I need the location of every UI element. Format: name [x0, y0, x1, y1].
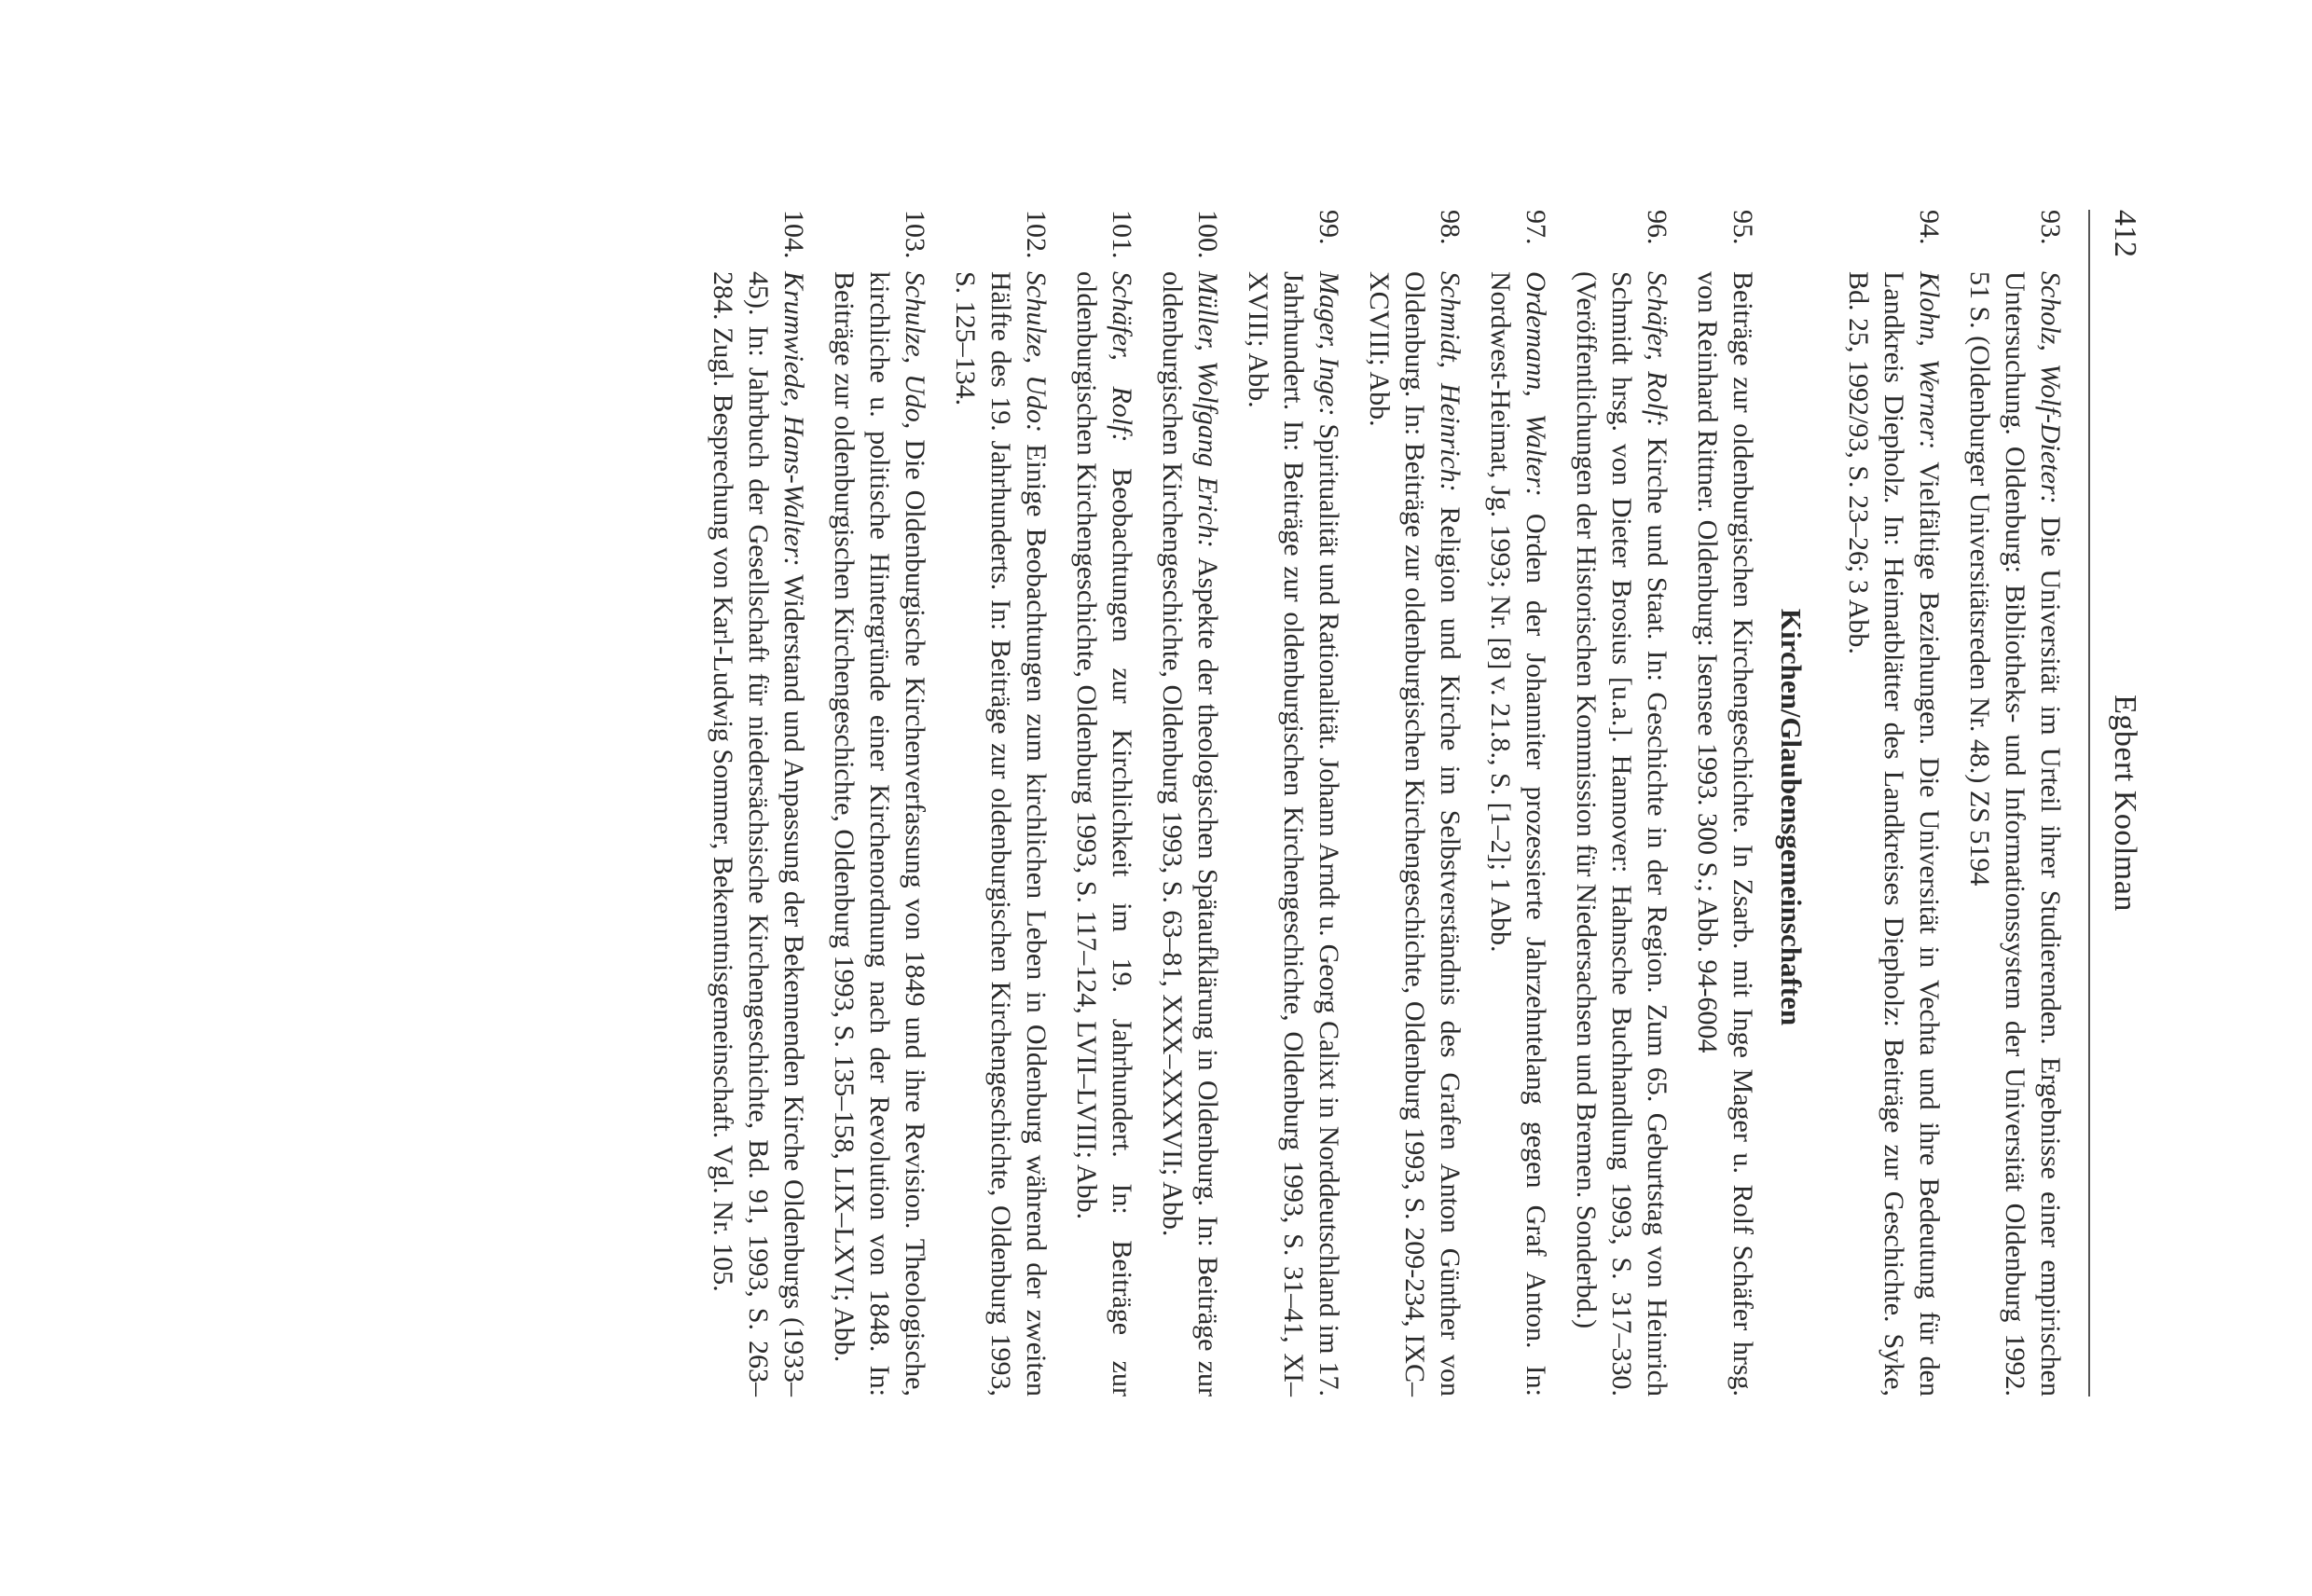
- bibliography-entry: [1068, 210, 1139, 1396]
- entry-author: Schäfer, Rolf:: [1642, 271, 1672, 438]
- bibliography-entry: [826, 210, 932, 1396]
- entry-number: 104.: [778, 210, 809, 259]
- entry-author: Klohn, Werner:: [1914, 271, 1945, 462]
- entry-author: Schmidt, Heinrich:: [1435, 271, 1466, 507]
- entry-number: 97.: [1521, 210, 1551, 245]
- entry-number: 103.: [900, 210, 930, 259]
- entry-number: 96.: [1642, 210, 1672, 245]
- bibliography-entry: [1240, 210, 1346, 1396]
- entry-text: Die Universität im Urteil ihrer Studierenden. Ergebnisse einer empirischen Untersuchung. Oldenburg: Bibliotheks- und Informationssystem der Universität Oldenburg 1992. 51 S. (Oldenburger Universitätsreden Nr. 48.) ZS 5194: [1964, 271, 2066, 1396]
- bibliography-body: [690, 210, 2068, 1396]
- entry-author: Schäfer, Rolf:: [1107, 271, 1137, 469]
- entry-author: Krumwiede, Hans-Walter:: [778, 271, 809, 575]
- entry-text: Beobachtungen zur Kirchlichkeit im 19. Jahrhundert. In: Beiträge zur oldenburgischen Kirchengeschichte, Oldenburg 1993, S. 117–124, LVII–LVIII; Abb.: [1071, 271, 1137, 1396]
- entry-author: Schulze, Udo,: [900, 271, 930, 440]
- bibliography-entry: [947, 210, 1053, 1396]
- entry-number: 100.: [1192, 210, 1223, 259]
- entry-text: Die Oldenburgische Kirchenverfassung von 1849 und ihre Revision. Theologische, kirchliche u. politische Hintergründe einer Kirchenordnung nach der Revolution von 1848. In: Beiträge zur oldenburgischen Kirchengeschichte, Oldenburg 1993, S. 135–158, LIX–LXVI; Abb.: [829, 271, 930, 1396]
- entry-author: Mager, Inge:: [1314, 271, 1344, 424]
- entry-number: 95.: [1727, 210, 1758, 245]
- entry-number: 94.: [1914, 210, 1945, 245]
- bibliography-entry: [1482, 210, 1553, 1396]
- page-number: 412: [2108, 210, 2142, 257]
- bibliography-entry: [1361, 210, 1467, 1396]
- entry-author: Scholz, Wolf-Dieter:: [2035, 271, 2066, 516]
- entry-text: Kirche und Staat. In: Geschichte in der Region. Zum 65. Geburtstag von Heinrich Schmidt hrsg. von Dieter Brosius [u.a.]. Hannover: Hahnsche Buchhandlung 1993, S. 317–330. (Veröffentlichungen der Historischen Kommission für Niedersachsen und Bremen. Sonderbd.): [1571, 271, 1672, 1396]
- entry-text: Religion und Kirche im Selbstverständnis des Grafen Anton Günther von Oldenburg. In: Beiträge zur oldenburgischen Kirchengeschichte, Oldenburg 1993, S. 209-234, IXC–XCVIII; Abb.: [1364, 271, 1466, 1396]
- bibliography-entry: [1840, 210, 1947, 1396]
- bibliography-entry: [705, 210, 811, 1396]
- entry-text: Spiritualität und Rationalität. Johann Arndt u. Georg Calixt in Norddeutschland im 17. Jahrhundert. In: Beiträge zur oldenburgischen Kirchengeschichte, Oldenburg 1993, S. 31–41, XI–XVIII; Abb.: [1243, 271, 1344, 1396]
- running-head: Egbert Koolman: [2108, 695, 2142, 912]
- entry-number: 98.: [1435, 210, 1466, 245]
- section-heading: Kirchen/Glaubensgemeinschaften: [1775, 608, 1808, 1026]
- entry-text: Beiträge zur oldenburgischen Kirchengeschichte. In Zsarb. mit Inge Mager u. Rolf Schäfer hrsg. von Reinhard Rittner. Oldenburg: Isensee 1993. 300 S.; Abb. 94-6004: [1692, 271, 1758, 1396]
- bibliography-entry: [1689, 210, 1760, 1396]
- entry-text: Vielfältige Beziehungen. Die Universität in Vechta und ihre Bedeutung für den Landkreis Diepholz. In: Heimatblätter des Landkreises Diepholz: Beiträge zur Geschichte. Syke, Bd. 25, 1992/93, S. 23–26; 3 Abb.: [1843, 271, 1945, 1396]
- entry-text: Widerstand und Anpassung der Bekennenden Kirche Oldenburgs (1933–45). In: Jahrbuch der Gesellschaft für niedersächsische Kirchengeschichte, Bd. 91, 1993, S. 263–284. Zugl. Besprechung von Karl-Ludwig Sommer, Bekenntnisgemeinschaft. Vgl. Nr. 105.: [708, 271, 809, 1396]
- entry-number: 102.: [1021, 210, 1052, 259]
- entry-text: Orden der Johanniter prozessierte Jahrzehntelang gegen Graf Anton. In: Nordwest-Heimat, Jg. 1993; Nr. [8] v. 21.8., S. [1–2]; 1 Abb.: [1485, 271, 1551, 1396]
- entry-text: Aspekte der theologischen Spätaufklärung in Oldenburg. In: Beiträge zur oldenburgischen Kirchengeschichte, Oldenburg 1993, S. 63–81, XXX–XXXVII; Abb.: [1157, 271, 1223, 1397]
- entry-number: 101.: [1107, 210, 1137, 259]
- entry-text: Einige Beobachtungen zum kirchlichen Leben in Oldenburg während der zweiten Hälfte des 19. Jahrhunderts. In: Beiträge zur oldenburgischen Kirchengeschichte, Oldenburg 1993, S. 125–134.: [950, 271, 1052, 1397]
- bibliography-entry: [1154, 210, 1225, 1396]
- entry-number: 99.: [1314, 210, 1344, 245]
- page-header: [2088, 210, 2155, 1396]
- entry-author: Ordemann, Walter:: [1521, 271, 1551, 514]
- entry-number: 93.: [2035, 210, 2066, 245]
- entry-author: Müller, Wolfgang Erich:: [1192, 271, 1223, 557]
- bibliography-entry: [1961, 210, 2068, 1396]
- bibliography-entry: [1568, 210, 1674, 1396]
- entry-author: Schulze, Udo:: [1021, 271, 1052, 445]
